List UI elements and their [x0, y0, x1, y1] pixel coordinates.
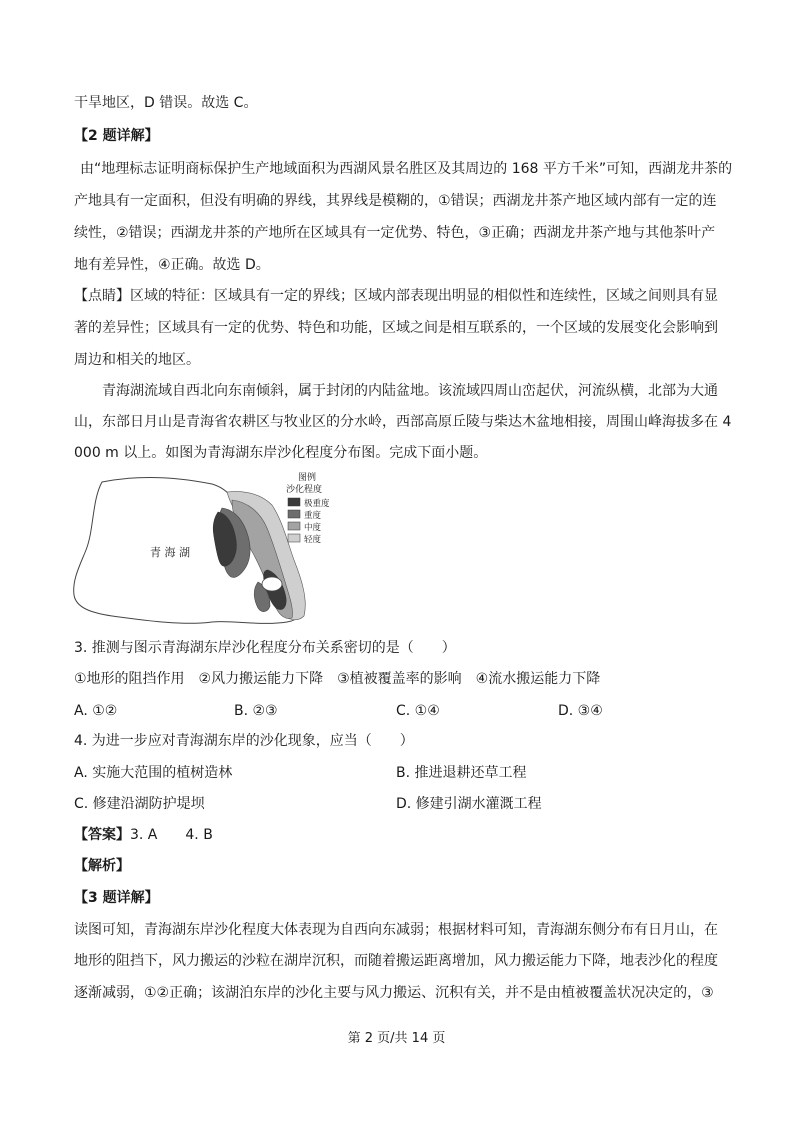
- intro-line: 青海湖流域自西北向东南倾斜，属于封闭的内陆盆地。该流域四周山峦起伏，河流纵横，北部为大通: [102, 383, 718, 399]
- q3-option-a: A. ①②: [74, 703, 118, 719]
- q3-option-d: D. ③④: [558, 703, 603, 719]
- answer-label: 【答案】: [74, 827, 130, 843]
- legend-swatch-extreme: [288, 498, 300, 506]
- text-line: 地有差异性，④正确。故选 D。: [74, 257, 270, 273]
- question-3-items: ①地形的阻挡作用 ②风力搬运能力下降 ③植被覆盖率的影响 ④流水搬运能力下降: [74, 671, 601, 687]
- q3-option-b: B. ②③: [234, 703, 278, 719]
- question-3-stem: 3. 推测与图示青海湖东岸沙化程度分布关系密切的是（ ）: [74, 640, 456, 656]
- tip-line: 周边和相关的地区。: [74, 352, 200, 368]
- q4-option-d: D. 修建引湖水灌溉工程: [396, 796, 542, 812]
- legend-label-light: 轻度: [304, 535, 322, 545]
- intro-line: 山，东部日月山是青海省农耕区与牧业区的分水岭，西部高原丘陵与柴达木盆地相接，周围山峰海拔多在 4: [74, 414, 732, 430]
- lake-label: 青 海 湖: [150, 546, 190, 559]
- legend-label-medium: 中度: [304, 523, 322, 533]
- text-line: 地形的阻挡下，风力搬运的沙粒在湖岸沉积，而随着搬运距离增加，风力搬运能力下降，地表沙化的程度: [74, 953, 718, 969]
- lake-islet: [262, 577, 282, 591]
- map-legend: [286, 471, 330, 545]
- legend-swatch-medium: [288, 522, 300, 530]
- q4-option-b: B. 推进退耕还草工程: [396, 765, 527, 781]
- intro-line: 000 m 以上。如图为青海湖东岸沙化程度分布图。完成下面小题。: [74, 445, 488, 461]
- tip-line: 【点睛】区域的特征：区域具有一定的界线；区域内部表现出明显的相似性和连续性，区域之间则具有显: [74, 288, 718, 304]
- text-line: 干旱地区，D 错误。故选 C。: [74, 95, 258, 111]
- text-line: 产地具有一定面积，但没有明确的界线，其界线是模糊的，①错误；西湖龙井茶产地区域内部有一定的连: [74, 193, 717, 209]
- page-footer: 第 2 页/共 14 页: [347, 1031, 446, 1046]
- legend-label-heavy: 重度: [304, 511, 322, 521]
- text-line: 读图可知，青海湖东岸沙化程度大体表现为自西向东减弱；根据材料可知，青海湖东侧分布有日月山，在: [74, 922, 718, 938]
- section-heading: 【3 题详解】: [74, 890, 159, 906]
- analysis-heading: 【解析】: [74, 858, 130, 874]
- q4-option-a: A. 实施大范围的植树造林: [74, 765, 233, 781]
- legend-label-extreme: 极重度: [304, 499, 330, 509]
- text-line: 由“地理标志证明商标保护生产地域面积为西湖风景名胜区及其周边的 168 平方千米”可知，西湖龙井茶的: [80, 161, 733, 177]
- answer-text: 3. A 4. B: [130, 827, 213, 843]
- text-line: 续性，②错误；西湖龙井茶的产地所在区域具有一定优势、特色，③正确；西湖龙井茶产地与其他茶叶产: [74, 225, 716, 241]
- section-heading: 【2 题详解】: [74, 128, 159, 144]
- q4-option-c: C. 修建沿湖防护堤坝: [74, 796, 205, 812]
- qinghai-lake-desertification-map: [72, 470, 340, 630]
- question-4-stem: 4. 为进一步应对青海湖东岸的沙化现象，应当（ ）: [74, 733, 414, 749]
- legend-title: 图例: [298, 473, 317, 483]
- q3-option-c: C. ①④: [396, 703, 440, 719]
- legend-subtitle: 沙化程度: [286, 485, 323, 495]
- answer-row: [74, 825, 213, 845]
- legend-swatch-light: [288, 534, 300, 542]
- legend-swatch-heavy: [288, 510, 300, 518]
- tip-line: 著的差异性；区域具有一定的优势、特色和功能，区域之间是相互联系的，一个区域的发展变化会影响到: [74, 320, 718, 336]
- text-line: 逐渐减弱，①②正确；该湖泊东岸的沙化主要与风力搬运、沉积有关，并不是由植被覆盖状况决定的，③: [74, 985, 714, 1001]
